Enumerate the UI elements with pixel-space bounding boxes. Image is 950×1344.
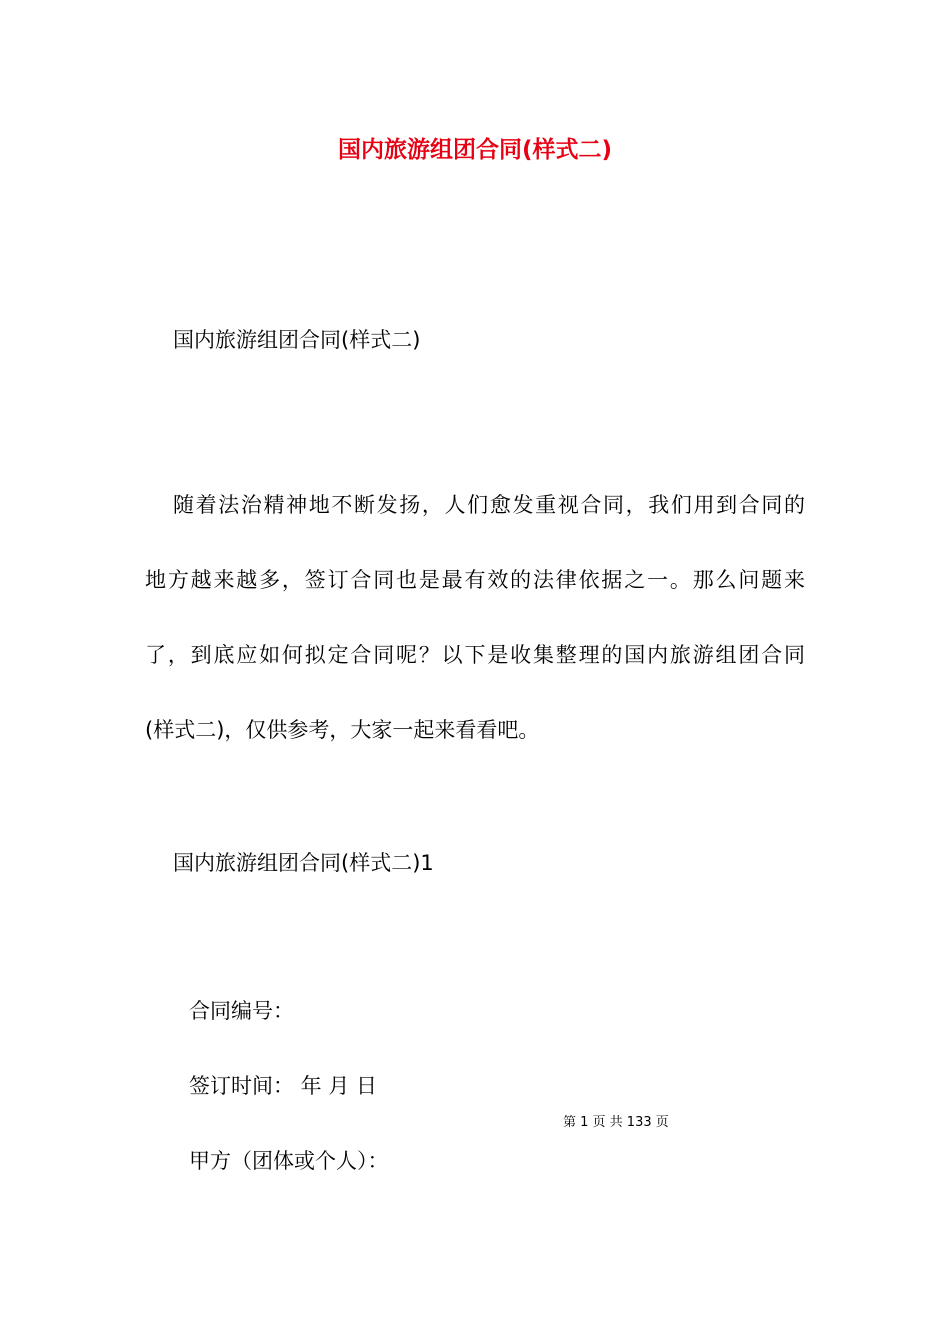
party-a-field: 甲方（团体或个人）： — [189, 1149, 389, 1173]
intro-line: 地方越来越多，签订合同也是最有效的法律依据之一。那么问题来 — [145, 568, 805, 592]
intro-line: (样式二)，仅供参考，大家一起来看看吧。 — [145, 718, 540, 742]
section-heading: 国内旅游组团合同(样式二)1 — [173, 851, 434, 875]
page-footer: 第 1 页 共 133 页 — [563, 1115, 669, 1130]
document-subtitle: 国内旅游组团合同(样式二) — [173, 328, 421, 352]
contract-number-field: 合同编号： — [189, 999, 294, 1023]
signing-time-field: 签订时间： 年 月 日 — [189, 1074, 378, 1098]
intro-paragraph — [145, 468, 805, 768]
document-title: 国内旅游组团合同(样式二) — [337, 137, 613, 163]
intro-line: 随着法治精神地不断发扬，人们愈发重视合同，我们用到合同的 — [173, 493, 805, 517]
intro-line: 了，到底应如何拟定合同呢？以下是收集整理的国内旅游组团合同 — [145, 643, 805, 667]
